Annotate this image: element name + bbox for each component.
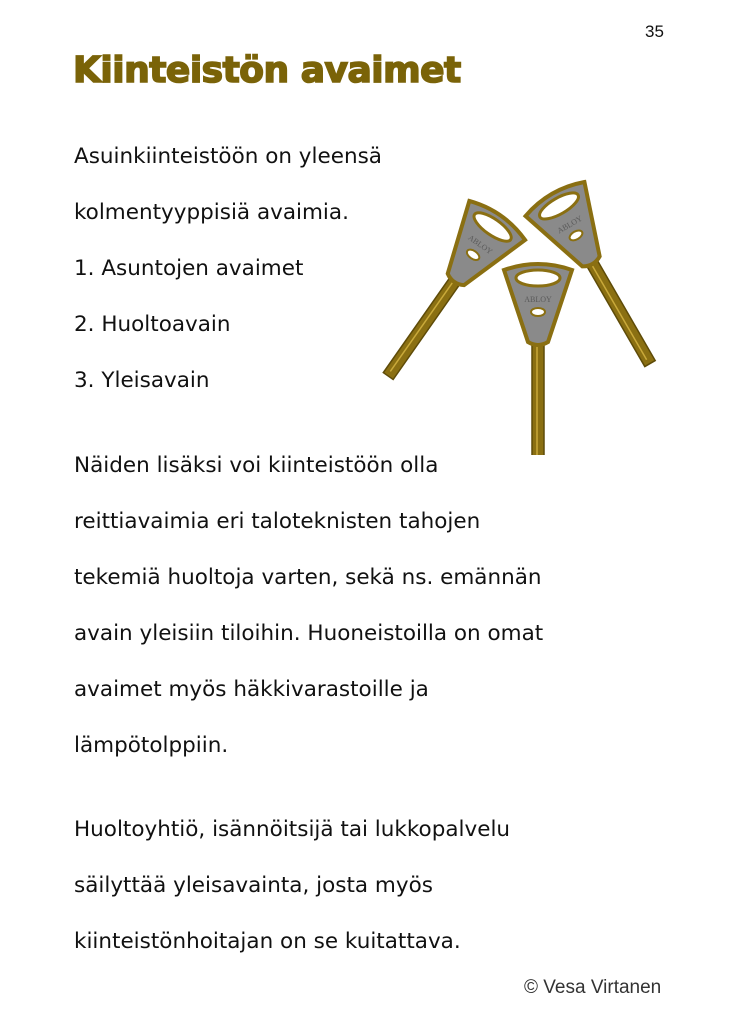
paragraph-line: Näiden lisäksi voi kiinteistöön olla bbox=[74, 453, 439, 478]
copyright: © Vesa Virtanen bbox=[524, 977, 662, 998]
keys-image bbox=[370, 175, 670, 455]
brand-text: ABLOY bbox=[524, 295, 552, 304]
intro-line: kolmentyyppisiä avaimia. bbox=[74, 200, 349, 225]
brand-text: ABLOY bbox=[555, 213, 584, 236]
key-icon bbox=[370, 196, 528, 396]
page-number: 35 bbox=[645, 22, 664, 41]
intro-line: Asuinkiinteistöön on yleensä bbox=[74, 144, 382, 169]
paragraph-line: säilyttää yleisavainta, josta myös bbox=[74, 873, 433, 898]
list-item: 3. Yleisavain bbox=[74, 368, 210, 393]
list-item: 1. Asuntojen avaimet bbox=[74, 256, 304, 281]
paragraph-line: Huoltoyhtiö, isännöitsijä tai lukkopalvelu bbox=[74, 817, 511, 842]
brand-text: ABLOY bbox=[466, 232, 495, 257]
key-icon bbox=[504, 264, 572, 455]
list-item: 2. Huoltoavain bbox=[74, 312, 231, 337]
paragraph-line: lämpötolppiin. bbox=[74, 733, 229, 758]
paragraph-line: avain yleisiin tiloihin. Huoneistoilla on omat bbox=[74, 621, 544, 646]
paragraph-line: tekemiä huoltoja varten, sekä ns. emännän bbox=[74, 565, 542, 590]
paragraph-line: reittiavaimia eri taloteknisten tahojen bbox=[74, 509, 481, 534]
paragraph-line: kiinteistönhoitajan on se kuitattava. bbox=[74, 929, 461, 954]
page-title: Kiinteistön avaimet bbox=[73, 50, 461, 91]
paragraph-line: avaimet myös häkkivarastoille ja bbox=[74, 677, 429, 702]
